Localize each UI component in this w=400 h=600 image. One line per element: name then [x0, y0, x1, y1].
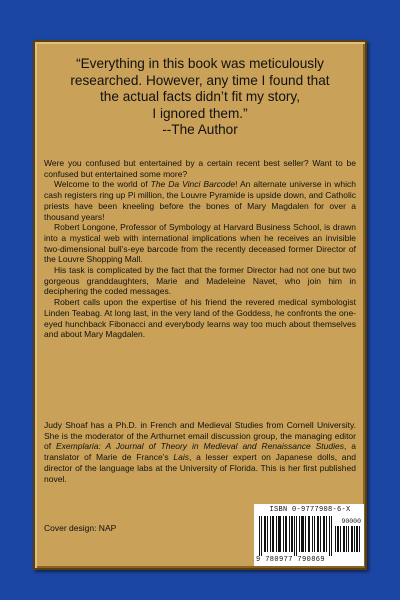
author-quote — [50, 56, 350, 139]
quote-attribution: --The Author — [162, 122, 238, 137]
blurb — [44, 158, 356, 340]
price-code: 90000 — [341, 518, 361, 525]
quote-line: “Everything in this book was meticulously — [76, 56, 324, 71]
quote-line: researched. However, any time I found that — [70, 72, 330, 88]
lais-title: Lais — [173, 452, 190, 463]
blurb-paragraph: Robert Longone, Professor of Symbology at Harvard Business School, is drawn into a mystical web with international implications when he receives an invisible two-dimensional bull’s-eye barcode from the recently deceased former Director of the Louvre Shopping Mall. — [44, 222, 356, 265]
cover-credit: Cover design: NAP — [44, 523, 117, 533]
blurb-paragraph: Robert calls upon the expertise of his friend the revered medical symbologist Linden Teabag. At long last, in the very land of the Goddess, he confronts the one-eyed hunchback Fibonacci and everybody learns way too much about themselves and about Mary Magdalen. — [44, 297, 356, 340]
bio-paragraph — [44, 420, 356, 484]
isbn-label: ISBN 0-9777908-6-X — [269, 506, 351, 514]
bio-text: Judy Shoaf has a Ph.D. in French and Medieval Studies from Cornell University. She is the moderator of the Arthurnet email discussion group, the managing editor of — [44, 420, 356, 452]
blurb-paragraph: Were you confused but entertained by a certain recent best seller? Want to be confused but entertained some more? — [44, 158, 356, 179]
blurb-text: Welcome to the world of — [54, 179, 151, 190]
barcode — [254, 504, 364, 566]
ean-barcode-bars — [258, 516, 334, 556]
book-title: The Da Vinci Barcode — [150, 179, 236, 190]
blurb-text: ! An alternate universe in which cash registers ring up Pi million, the Louvre Pyramide is upside down, and Catholic priests have been kneeling before the bones of Mary Magdalen for over a thousand years! — [44, 179, 356, 222]
price-barcode-bars — [335, 526, 361, 552]
bio-text: , a lesser expert on Japanese dolls, and director of the language labs at the University of Florida. This is her first published novel. — [44, 452, 356, 484]
quote-line: I ignored them.” — [152, 105, 248, 121]
blurb-paragraph: His task is complicated by the fact that the former Director had not one but two gorgeous granddaughters, Marie and Madeleine Navet, who join him in deciphering the coded messages. — [44, 265, 356, 297]
blurb-paragraph — [44, 179, 356, 222]
bio-text: , a translator of Marie de France’s — [44, 441, 356, 463]
ean-digits: 9 780977 790869 — [256, 556, 326, 564]
quote-line: the actual facts didn’t fit my story, — [100, 89, 300, 104]
journal-title: Exemplaria: A Journal of Theory in Medieval and Renaissance Studies — [56, 441, 344, 452]
author-bio — [44, 420, 356, 484]
